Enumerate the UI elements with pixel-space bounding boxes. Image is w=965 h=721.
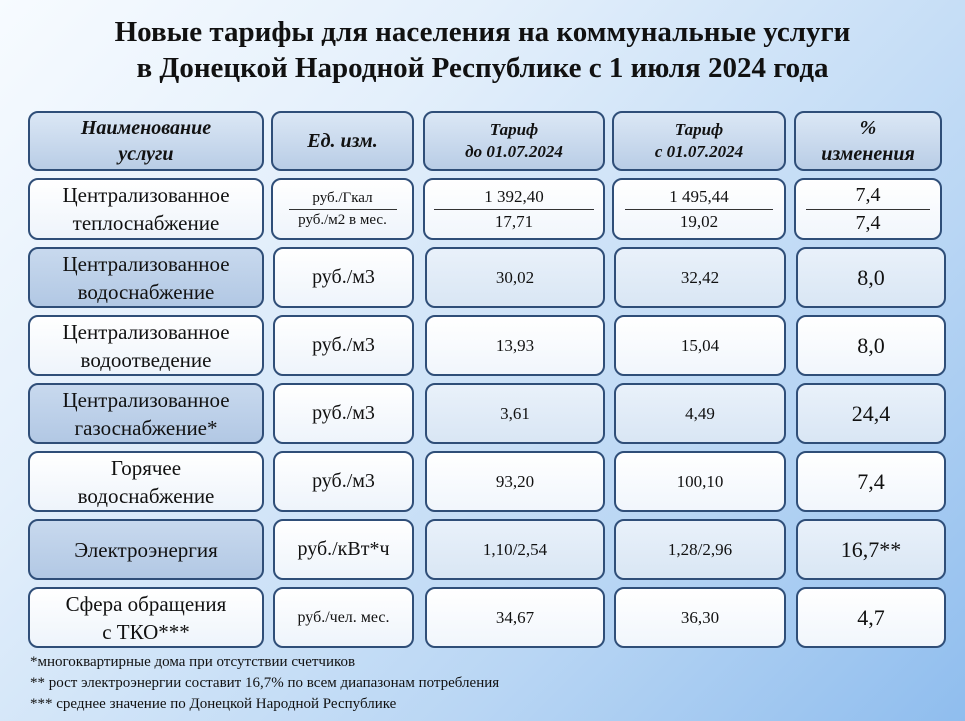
title-line-1: Новые тарифы для населения на коммунальные услуги (114, 16, 851, 48)
after-value: 4,49 (685, 403, 715, 423)
unit-value: руб./кВт*ч (297, 538, 390, 560)
before-value: 3,61 (500, 403, 530, 423)
row-name-line2: теплоснабжение (72, 211, 220, 235)
header-before-line2: до 01.07.2024 (465, 142, 563, 161)
row-drainage-name (28, 315, 264, 376)
row-hot-water-after (614, 451, 786, 512)
row-hot-water-change (796, 451, 946, 512)
row-heating-name (28, 178, 264, 240)
change-value: 8,0 (857, 264, 885, 290)
unit-value: руб./м3 (312, 470, 375, 492)
before-value: 13,93 (495, 335, 535, 355)
row-hot-water-before (425, 451, 605, 512)
row-water-name (28, 247, 264, 308)
unit-top: руб./Гкал (312, 189, 373, 206)
row-name-line1: Централизованное (62, 319, 230, 344)
row-waste-before (425, 587, 605, 648)
row-water-change (796, 247, 946, 308)
after-top: 1 495,44 (669, 186, 729, 206)
divider-line (434, 209, 594, 210)
row-electricity-name (28, 519, 264, 580)
row-gas-unit (273, 383, 414, 444)
row-name-line2: с ТКО*** (102, 619, 190, 644)
row-water-unit (273, 247, 414, 308)
before-value: 30,02 (495, 267, 535, 287)
after-bottom: 19,02 (679, 211, 719, 231)
header-unit (271, 111, 414, 171)
divider-line (806, 209, 930, 210)
row-name-line1: Горячее (110, 455, 182, 480)
before-top: 1 392,40 (484, 186, 544, 206)
row-electricity-change (796, 519, 946, 580)
row-name-line2: водоснабжение (77, 483, 215, 508)
row-waste-name (28, 587, 264, 648)
row-waste-unit (273, 587, 414, 648)
row-gas-change (796, 383, 946, 444)
row-name-line2: водоотведение (80, 347, 212, 372)
unit-value: руб./м3 (312, 266, 375, 288)
header-change-line1: % (859, 117, 877, 139)
header-unit-label: Ед. изм. (307, 130, 378, 152)
row-gas-name (28, 383, 264, 444)
page-title (0, 14, 965, 86)
header-service-line1: Наименование (80, 117, 212, 139)
row-hot-water-name (28, 451, 264, 512)
change-value: 24,4 (851, 400, 891, 426)
footnote-3: *** среднее значение по Донецкой Народной Республике (30, 696, 397, 712)
row-electricity-after (614, 519, 786, 580)
unit-value: руб./м3 (312, 402, 375, 424)
footnote-1: *многоквартирные дома при отсутствии счетчиков (30, 654, 356, 670)
unit-value: руб./м3 (312, 334, 375, 356)
row-gas-after (614, 383, 786, 444)
header-change (794, 111, 942, 171)
row-name-line1: Централизованное (62, 183, 230, 207)
row-drainage-change (796, 315, 946, 376)
row-water-after (614, 247, 786, 308)
row-waste-after (614, 587, 786, 648)
header-service-line2: услуги (118, 143, 174, 165)
row-electricity-unit (273, 519, 414, 580)
before-value: 1,10/2,54 (482, 539, 548, 559)
row-heating-before (423, 178, 605, 240)
row-heating-unit (271, 178, 414, 240)
before-value: 34,67 (495, 607, 535, 627)
header-after-line2: с 01.07.2024 (654, 142, 744, 161)
after-value: 15,04 (680, 335, 720, 355)
row-name-line1: Электроэнергия (74, 537, 218, 562)
change-value: 16,7** (840, 536, 902, 562)
unit-bottom: руб./м2 в мес. (298, 211, 387, 228)
change-top: 7,4 (855, 183, 881, 206)
row-drainage-unit (273, 315, 414, 376)
header-after-line1: Тариф (674, 120, 724, 139)
row-name-line2: водоснабжение (77, 279, 215, 304)
after-value: 32,42 (680, 267, 720, 287)
title-line-2: в Донецкой Народной Республике с 1 июля 2024 года (136, 52, 829, 84)
change-value: 8,0 (857, 332, 885, 358)
header-service (28, 111, 264, 171)
row-heating-after (612, 178, 786, 240)
header-change-line2: изменения (821, 143, 915, 165)
footnote-2: ** рост электроэнергии составит 16,7% по всем диапазонам потребления (30, 675, 500, 691)
after-value: 1,28/2,96 (667, 539, 733, 559)
header-tariff-before (423, 111, 605, 171)
divider-line (625, 209, 773, 210)
row-name-line1: Централизованное (62, 251, 230, 276)
row-electricity-before (425, 519, 605, 580)
row-drainage-before (425, 315, 605, 376)
footnotes (30, 652, 499, 715)
after-value: 36,30 (680, 607, 720, 627)
row-heating-change (794, 178, 942, 240)
unit-value: руб./чел. мес. (297, 608, 390, 626)
after-value: 100,10 (676, 471, 724, 491)
row-water-before (425, 247, 605, 308)
row-name-line2: газоснабжение* (74, 415, 218, 440)
row-hot-water-unit (273, 451, 414, 512)
row-name-line1: Сфера обращения (65, 591, 227, 616)
header-before-line1: Тариф (489, 120, 539, 139)
before-bottom: 17,71 (494, 211, 534, 231)
header-tariff-after (612, 111, 786, 171)
before-value: 93,20 (495, 471, 535, 491)
row-name-line1: Централизованное (62, 387, 230, 412)
row-waste-change (796, 587, 946, 648)
row-drainage-after (614, 315, 786, 376)
change-value: 7,4 (857, 468, 885, 494)
change-bottom: 7,4 (855, 211, 881, 234)
row-gas-before (425, 383, 605, 444)
divider-line (289, 209, 397, 210)
change-value: 4,7 (857, 604, 885, 630)
